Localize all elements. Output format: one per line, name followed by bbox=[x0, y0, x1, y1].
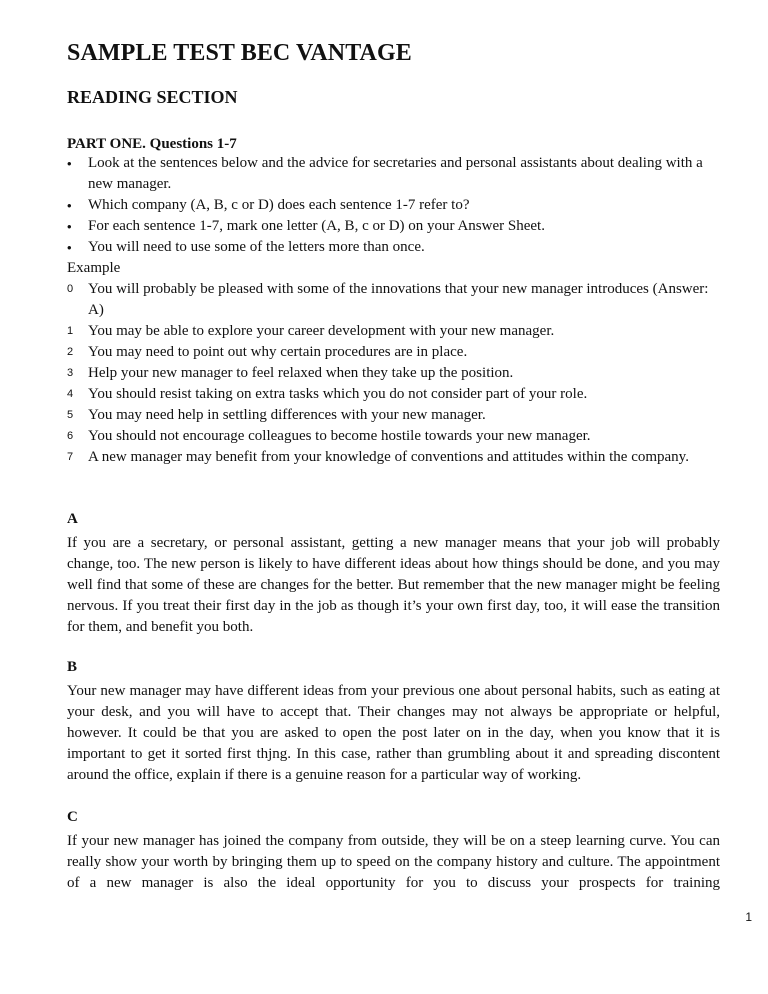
question-number: 3 bbox=[67, 367, 74, 379]
question-number: 5 bbox=[67, 409, 74, 421]
bullet-icon: • bbox=[67, 240, 72, 255]
section-heading: READING SECTION bbox=[67, 87, 238, 107]
question-text: Help your new manager to feel relaxed when they take up the position. bbox=[88, 365, 514, 381]
question-item bbox=[67, 342, 720, 363]
instruction-text: You will need to use some of the letters more than once. bbox=[88, 239, 425, 255]
question-text: A new manager may benefit from your knowledge of conventions and attitudes within the company. bbox=[88, 449, 689, 465]
question-text: You may need help in settling differences with your new manager. bbox=[88, 407, 486, 423]
bullet-icon: • bbox=[67, 198, 72, 213]
passage-b-letter: B bbox=[67, 659, 78, 675]
instruction-item bbox=[67, 153, 720, 195]
instructions-list bbox=[67, 153, 720, 258]
question-number: 2 bbox=[67, 346, 74, 358]
question-text: You should resist taking on extra tasks which you do not consider part of your role. bbox=[88, 386, 588, 402]
question-number: 6 bbox=[67, 430, 74, 442]
bullet-icon: • bbox=[67, 156, 72, 171]
instruction-item bbox=[67, 237, 720, 258]
question-number: 0 bbox=[67, 283, 74, 295]
question-number: 4 bbox=[67, 388, 74, 400]
document-title: SAMPLE TEST BEC VANTAGE bbox=[67, 40, 412, 66]
question-item bbox=[67, 384, 720, 405]
question-text: You may need to point out why certain procedures are in place. bbox=[88, 344, 468, 360]
question-item bbox=[67, 426, 720, 447]
question-item bbox=[67, 405, 720, 426]
instruction-text: For each sentence 1-7, mark one letter (A, B, c or D) on your Answer Sheet. bbox=[88, 218, 545, 234]
question-number: 7 bbox=[67, 451, 74, 463]
question-text: You will probably be pleased with some of the innovations that your new manager introduces (Answer: A) bbox=[88, 281, 709, 318]
page-number: 1 bbox=[745, 910, 752, 924]
bullet-icon: • bbox=[67, 219, 72, 234]
instruction-text: Which company (A, B, c or D) does each sentence 1-7 refer to? bbox=[88, 197, 470, 213]
question-item bbox=[67, 447, 720, 468]
passage-a-text: If you are a secretary, or personal assistant, getting a new manager means that your job will probably change, too. The new person is likely to have different ideas about how things should be done, and you may well find that some of these are changes for the better. But remember that the new manager might be feeling nervous. If you treat their first day in the job as though it’s your own first day, too, it will ease the transition for them, and benefit you both. bbox=[67, 535, 720, 635]
passage-a-letter: A bbox=[67, 511, 78, 527]
instruction-item bbox=[67, 195, 720, 216]
questions-list bbox=[67, 279, 720, 468]
question-item bbox=[67, 321, 720, 342]
passage-c-letter: C bbox=[67, 809, 78, 825]
passage-b-text: Your new manager may have different ideas from your previous one about personal habits, such as eating at your desk, and you will have to accept that. Their changes may not always be appropriate or helpful, however. It could be that you are asked to open the post later on in the day, when you know that it is important to get it sorted first thjng. In this case, rather than grumbling about it and spreading discontent around the office, explain if there is a genuine reason for a particular way of working. bbox=[67, 683, 720, 783]
instruction-item bbox=[67, 216, 720, 237]
instruction-text: Look at the sentences below and the advice for secretaries and personal assistants about dealing with a new manager. bbox=[88, 155, 703, 192]
question-number: 1 bbox=[67, 325, 74, 337]
example-label: Example bbox=[67, 260, 121, 276]
question-text: You should not encourage colleagues to become hostile towards your new manager. bbox=[88, 428, 591, 444]
question-text: You may be able to explore your career development with your new manager. bbox=[88, 323, 555, 339]
passage-c-text: If your new manager has joined the company from outside, they will be on a steep learning curve. You can really show your worth by bringing them up to speed on the company history and culture. The appointment of a new manager is also the ideal opportunity for you to discuss your prospects for training bbox=[67, 833, 720, 891]
question-item bbox=[67, 279, 720, 321]
part-heading: PART ONE. Questions 1-7 bbox=[67, 136, 237, 152]
question-item bbox=[67, 363, 720, 384]
